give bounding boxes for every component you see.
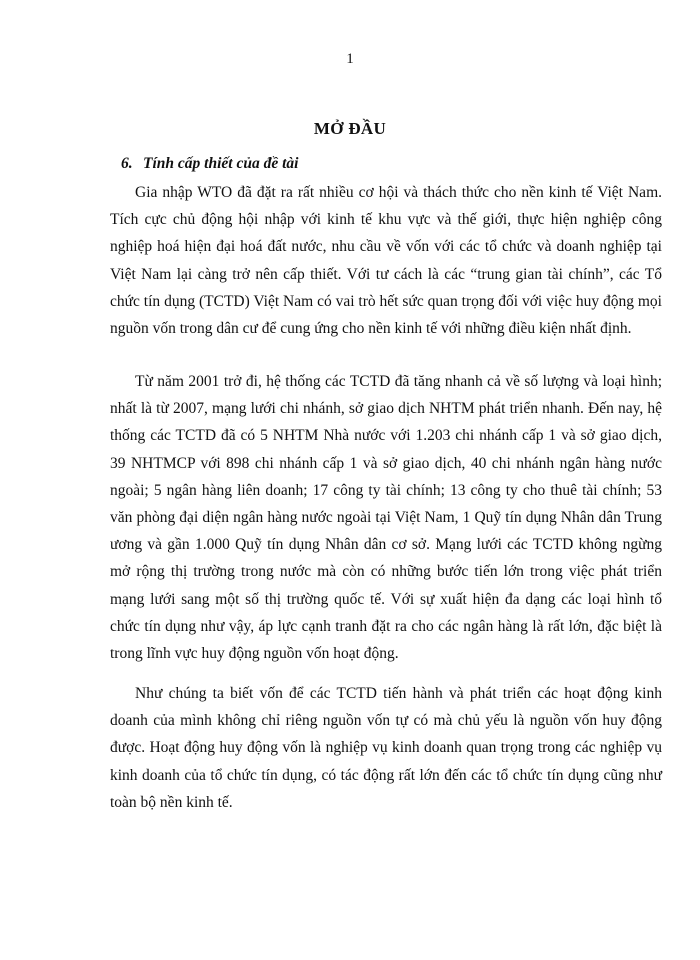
section-heading bbox=[121, 155, 298, 173]
document-title: MỞ ĐẦU bbox=[313, 119, 387, 138]
paragraph-2: Từ năm 2001 trở đi, hệ thống các TCTD đã tăng nhanh cả về số lượng và loại hình; nhất là từ 2007, mạng lưới chi nhánh, sở giao dịch NHTM phát triển nhanh. Đến nay, hệ thống các TCTD đã có 5 NHTM Nhà nước với 1.203 chi nhánh cấp 1 và sở giao dịch, 39 NHTMCP với 898 chi nhánh cấp 1 và sở giao dịch, 40 chi nhánh ngân hàng nước ngoài; 5 ngân hàng liên doanh; 17 công ty tài chính; 13 công ty cho thuê tài chính; 53 văn phòng đại diện ngân hàng nước ngoài tại Việt Nam, 1 Quỹ tín dụng Nhân dân Trung ương và gần 1.000 Quỹ tín dụng Nhân dân cơ sở. Mạng lưới các TCTD không ngừng mở rộng thị trường trong nước mà còn có những bước tiến lớn trong việc phát triển mạng lưới sang một số thị trường quốc tế. Với sự xuất hiện đa dạng các loại hình tổ chức tín dụng như vậy, áp lực cạnh tranh đặt ra cho các ngân hàng là rất lớn, đặc biệt là trong lĩnh vực huy động nguồn vốn hoạt động. bbox=[110, 373, 662, 663]
paragraph-1: Gia nhập WTO đã đặt ra rất nhiều cơ hội và thách thức cho nền kinh tế Việt Nam. Tích cực chủ động hội nhập với kinh tế khu vực và thế giới, thực hiện nghiệp công nghiệp hoá hiện đại hoá đất nước, nhu cầu về vốn với các tổ chức và doanh nghiệp tại Việt Nam lại càng trở nên cấp thiết. Với tư cách là các “trung gian tài chính”, các Tổ chức tín dụng (TCTD) Việt Nam có vai trò hết sức quan trọng đối với việc huy động mọi nguồn vốn trong dân cư để cung ứng cho nền kinh tế với những điều kiện nhất định. bbox=[110, 184, 662, 338]
page-number: 1 bbox=[346, 51, 354, 67]
section-number: 6. bbox=[121, 155, 133, 172]
section-title: Tính cấp thiết của đề tài bbox=[143, 155, 299, 172]
paragraph-3: Như chúng ta biết vốn để các TCTD tiến hành và phát triển các hoạt động kinh doanh của mình không chỉ riêng nguồn vốn tự có mà chủ yếu là nguồn vốn huy động được. Hoạt động huy động vốn là nghiệp vụ kinh doanh quan trọng trong các nghiệp vụ kinh doanh của tổ chức tín dụng, có tác động rất lớn đến các tổ chức tín dụng cũng như toàn bộ nền kinh tế. bbox=[110, 685, 662, 811]
